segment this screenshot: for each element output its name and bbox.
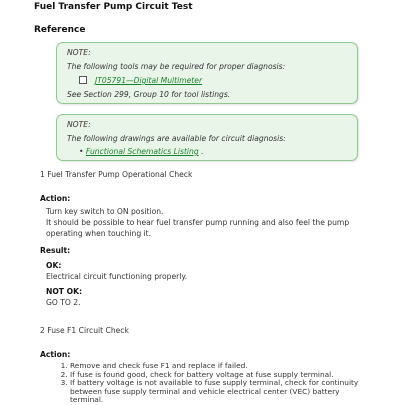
- list-item: 2. If fuse is found good, check for battery voltage at fuse supply terminal.: [70, 371, 370, 380]
- checkbox-icon: [79, 76, 87, 84]
- note-footer: See Section 299, Group 10 for tool listings.: [67, 90, 231, 99]
- action-line: Turn key switch to ON position.: [46, 207, 164, 216]
- note-label: NOTE:: [67, 120, 91, 129]
- bullet-icon: •: [79, 147, 84, 156]
- list-item: 3. If battery voltage is not available to fuse supply terminal, check for continuity between fuse supply terminal and vehicle electrical center (VEC) battery terminal.: [70, 379, 370, 405]
- ok-label: OK:: [46, 261, 62, 270]
- tools-note-box: [56, 42, 358, 104]
- not-ok-text: GO TO 2.: [46, 298, 81, 307]
- step-2-action-label: Action:: [40, 350, 71, 359]
- drawings-note-box: [56, 114, 358, 161]
- step-1-action-label: Action:: [40, 194, 71, 203]
- drawing-list-item: [79, 144, 204, 159]
- step-1-action-text: [46, 206, 349, 239]
- tool-list-item: [79, 73, 202, 88]
- note-intro: The following tools may be required for proper diagnosis:: [67, 62, 286, 71]
- page-title: Fuel Transfer Pump Circuit Test: [34, 2, 193, 12]
- list-item: 1. Remove and check fuse F1 and replace if failed.: [70, 362, 370, 371]
- step-2-action-list: [58, 362, 370, 405]
- not-ok-label: NOT OK:: [46, 287, 83, 296]
- note-intro: The following drawings are available for circuit diagnosis:: [67, 134, 286, 143]
- link-suffix: .: [198, 147, 204, 156]
- step-1-heading: 1 Fuel Transfer Pump Operational Check: [40, 170, 193, 179]
- reference-heading: Reference: [34, 25, 86, 35]
- step-2-heading: 2 Fuse F1 Circuit Check: [40, 326, 129, 335]
- action-line: operating when touching it.: [46, 229, 152, 238]
- result-label: Result:: [40, 246, 71, 255]
- ok-text: Electrical circuit functioning properly.: [46, 272, 188, 281]
- action-line: It should be possible to hear fuel transfer pump running and also feel the pump: [46, 218, 350, 227]
- digital-multimeter-link[interactable]: JT05791—Digital Multimeter: [95, 76, 203, 85]
- functional-schematics-link[interactable]: Functional Schematics Listing: [85, 147, 199, 156]
- note-label: NOTE:: [67, 48, 91, 57]
